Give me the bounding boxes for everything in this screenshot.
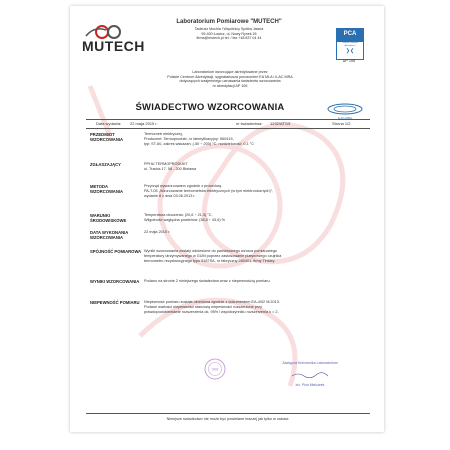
section-line: termometru rezystancyjnego typu 5187SA, nr fabryczny 280401, firmy Tinsley. (144, 259, 276, 264)
section-label: ZGŁASZAJĄCY (90, 162, 121, 167)
stamp-number: 308 (211, 366, 219, 372)
lab-line: 99-400 Łowicz, ul. Nowy Rynek 26 (201, 31, 257, 36)
section-label: PRZEDMIOT WZORCOWANIA (90, 132, 124, 142)
section-value (144, 230, 364, 235)
round-stamp (204, 358, 226, 380)
document-title: ŚWIADECTWO WZORCOWANIA (135, 102, 285, 113)
mutech-wordmark: MUTECH (82, 38, 145, 54)
handwritten-signature (290, 372, 330, 378)
signature-stamp (270, 361, 350, 388)
section-line: 22 maja 2015 r. (144, 230, 171, 234)
section-label: NIEPEWNOŚĆ POMIARU (90, 300, 140, 305)
section-line: Temperatura otoczenia: (20,6 ÷ 21,3) °C, (144, 213, 213, 217)
page-number: Strona 1/2 (332, 121, 351, 126)
signatory-name: inż. Piotr Mielcarek (295, 383, 325, 388)
ilac-mra-logo-icon (326, 103, 364, 115)
section-line: wydanie 8 z dnia 03.06.2013 r. (144, 194, 196, 199)
certificate-page (70, 6, 384, 432)
section-label: SPÓJNOŚĆ POMIAROWA (90, 249, 142, 254)
lab-header (154, 19, 304, 41)
section-line: temperatury utrzymywanego w GUM poprzez zastosowanie platynowego czujnika (144, 254, 282, 259)
section-label: METODA WZORCOWANIA (90, 184, 124, 194)
section-line: Niepewność pomiaru została określona zgodnie z dokumentem EA-4/02 M:2013. (144, 300, 280, 304)
section-value (144, 162, 364, 172)
section-line: typ: ST-60, zakres wskazań: (-50 ÷ 200) °C, rozdzielczość: 0,1 °C (144, 142, 254, 147)
section-line: Wilgotność względna powietrza: (38,8 ÷ 43,6) % (144, 218, 226, 223)
pca-arrows-icon: ❯❮ (345, 48, 355, 54)
accreditation-line: Polskie Centrum Akredytacji, sygnatariusza porozumień EA MLA i ILAC MRA (167, 74, 293, 79)
accreditation-line: nr akredytacji AP 106 (212, 83, 248, 88)
section-line: PA-T-05 „Wzorcowanie termometrów elektrycznych (w tym elektronicznych)”, (144, 189, 274, 194)
accreditation-text (140, 70, 320, 88)
section-line: PPHU TERMOPRODUKT (144, 162, 188, 166)
pca-logo-text: PCA (337, 29, 363, 42)
signatory-title: Zastępca Kierownika Laboratorium (282, 361, 338, 365)
section-label: WARUNKI ŚRODOWISKOWE (90, 213, 127, 223)
section-line: Podane wartości niepewności stanowią niepewności rozszerzone przy (144, 305, 262, 310)
section-value (144, 213, 364, 223)
section-line: Termometr elektryczny, (144, 132, 183, 136)
issue-date: 22 maja 2015 r. (130, 121, 158, 126)
section-line: Producent: Termoprodukt, nr identyfikacyjny: 560415, (144, 137, 234, 142)
accreditation-line: Laboratorium wzorcujące akredytowane przez (192, 70, 268, 74)
section-value (144, 132, 364, 148)
pca-number: AP 106 (342, 59, 356, 63)
footer-note: Niniejsze świadectwo nie może być powielane inaczej jak tylko w całości. (86, 413, 370, 421)
section-line: Podano na stronie 2 niniejszego świadectwa wraz z niepewnością pomiaru. (144, 279, 271, 283)
section-label: WYNIKI WZORCOWANIA (90, 279, 140, 284)
certificate-number-label: nr świadectwa: (236, 121, 263, 126)
section-line: ul. Tracka 17, 58 - 200 Bielawa (144, 167, 197, 172)
lab-line: firma@mutech.pl tel. / fax +48 837 04 44 (196, 36, 262, 41)
section-value (144, 184, 364, 200)
section-line: Przyrząd wywzorcowano zgodnie z procedurą (144, 184, 222, 188)
issue-date-label: Data wydania: (96, 121, 122, 126)
certificate-number: 1232/AT/15 (270, 121, 291, 126)
section-value (144, 279, 364, 284)
certificate-meta (86, 119, 370, 129)
section-label: DATA WYKONANIA WZORCOWANIA (90, 230, 129, 240)
pca-sub-text: Polskie Centrum Akredytacji (341, 42, 359, 47)
section-line: Wyniki wzorcowania zostały odniesione do państwowego wzorca pomiarowego (144, 249, 277, 253)
section-line: prawdopodobieństwie rozszerzenia ok. 95% i współczynniku rozszerzenia k = 2. (144, 310, 279, 315)
section-value (144, 249, 364, 265)
pca-accreditation-logo (336, 28, 364, 60)
section-value (144, 300, 364, 316)
accreditation-line: dotyczących wzajemnego uznawania świadectw wzorcowania (179, 79, 281, 83)
lab-name: Laboratorium Pomiarowe "MUTECH" (176, 19, 282, 25)
lab-line: Tadeusz Muchla i Wspólnicy Spółka Jawna (194, 27, 264, 31)
ilac-mra-label: ILAC-MRA (337, 116, 353, 120)
